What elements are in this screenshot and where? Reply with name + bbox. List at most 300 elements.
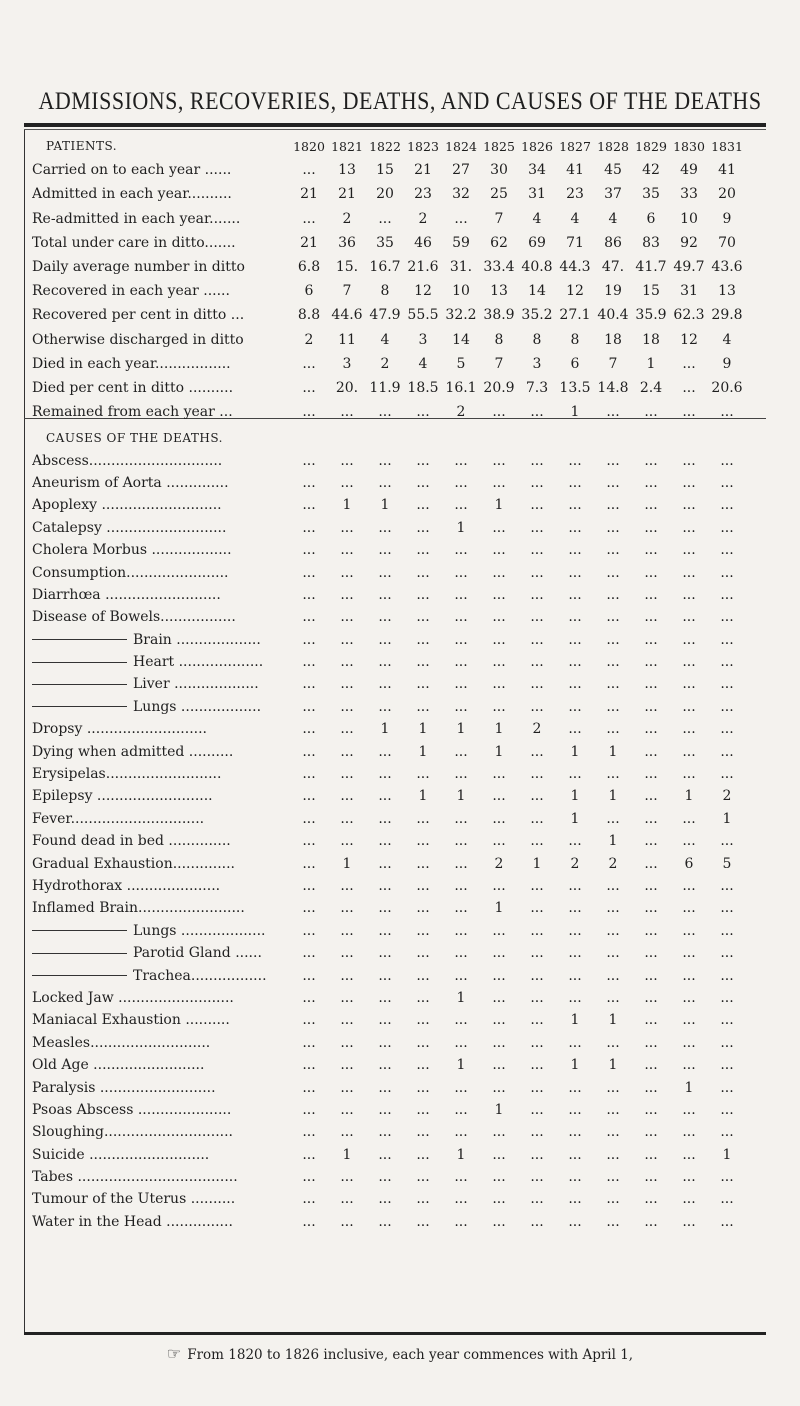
table-cell: ... bbox=[682, 721, 696, 738]
table-cell: ... bbox=[416, 1034, 430, 1051]
table-cell: ... bbox=[416, 1213, 430, 1230]
table-cell: ... bbox=[568, 878, 582, 894]
table-cell: ... bbox=[492, 654, 506, 671]
table-cell: 2 bbox=[570, 855, 580, 872]
table-cell: ... bbox=[340, 945, 354, 962]
table-cell: ... bbox=[340, 474, 354, 491]
table-cell: ... bbox=[454, 586, 468, 603]
table-cell: ... bbox=[568, 609, 582, 626]
table-cell: 1 bbox=[494, 721, 504, 738]
footnote-text: From 1820 to 1826 inclusive, each year commences with April 1, bbox=[187, 1347, 634, 1363]
table-cell: ... bbox=[302, 833, 316, 850]
cause-name: Heart ................... bbox=[133, 654, 264, 671]
table-cell: ... bbox=[606, 1146, 620, 1163]
table-cell: ... bbox=[568, 900, 582, 917]
table-cell: ... bbox=[682, 989, 696, 1006]
cause-name: Epilepsy .......................... bbox=[32, 788, 213, 805]
table-cell: ... bbox=[416, 878, 430, 894]
table-cell: 41.7 bbox=[635, 259, 667, 276]
table-cell: 1 bbox=[456, 519, 466, 536]
table-cell: 21 bbox=[300, 234, 318, 251]
table-row bbox=[32, 696, 746, 718]
table-cell: 59 bbox=[452, 234, 470, 251]
table-cell: ... bbox=[530, 1191, 544, 1208]
table-cell: ... bbox=[606, 766, 620, 783]
table-cell: ... bbox=[530, 1213, 544, 1230]
table-row bbox=[32, 207, 746, 231]
table-cell: ... bbox=[606, 922, 620, 939]
ditto-dash bbox=[32, 684, 127, 685]
table-cell: ... bbox=[530, 878, 544, 894]
table-cell: ... bbox=[492, 519, 506, 536]
cause-name: Liver ................... bbox=[133, 676, 259, 693]
table-cell: 5 bbox=[722, 855, 732, 872]
table-cell: 20. bbox=[335, 379, 359, 396]
table-cell: ... bbox=[416, 519, 430, 536]
table-row bbox=[32, 352, 746, 376]
table-cell: 83 bbox=[642, 234, 660, 251]
table-cell: ... bbox=[720, 474, 734, 491]
table-cell: ... bbox=[378, 542, 392, 559]
table-row bbox=[32, 449, 746, 471]
table-cell: 2 bbox=[418, 210, 428, 227]
table-cell: ... bbox=[606, 1101, 620, 1118]
table-cell: 1 bbox=[456, 1057, 466, 1074]
cause-name: Old Age ......................... bbox=[32, 1057, 205, 1074]
row-label: Recovered per cent in ditto ... bbox=[32, 307, 245, 324]
table-cell: ... bbox=[416, 1057, 430, 1074]
table-cell: 4 bbox=[722, 331, 732, 348]
table-cell: ... bbox=[644, 967, 658, 984]
table-cell: ... bbox=[340, 989, 354, 1006]
table-cell: ... bbox=[454, 743, 468, 760]
table-cell: ... bbox=[644, 519, 658, 536]
table-cell: ... bbox=[378, 609, 392, 626]
table-cell: ... bbox=[530, 1124, 544, 1141]
table-cell: ... bbox=[644, 878, 658, 894]
cause-label bbox=[32, 1009, 290, 1031]
table-cell: ... bbox=[606, 497, 620, 514]
table-cell: ... bbox=[606, 474, 620, 491]
table-row bbox=[32, 673, 746, 695]
ditto-dash bbox=[32, 975, 127, 976]
table-cell: ... bbox=[302, 497, 316, 514]
table-row bbox=[32, 942, 746, 964]
table-cell: 1 bbox=[722, 810, 732, 827]
table-row bbox=[32, 763, 746, 785]
table-cell: ... bbox=[644, 1146, 658, 1163]
table-cell: 1 bbox=[342, 855, 352, 872]
table-cell: ... bbox=[682, 1012, 696, 1029]
year-header: 1829 bbox=[635, 138, 667, 154]
table-cell: ... bbox=[302, 855, 316, 872]
table-cell: 36 bbox=[338, 234, 356, 251]
title-rule-thin bbox=[24, 129, 766, 130]
table-cell: ... bbox=[302, 810, 316, 827]
table-cell: ... bbox=[682, 1213, 696, 1230]
table-cell: ... bbox=[454, 474, 468, 491]
table-cell: ... bbox=[644, 1034, 658, 1051]
table-cell: ... bbox=[720, 1101, 734, 1118]
table-cell: 45 bbox=[604, 162, 622, 179]
table-row bbox=[32, 231, 746, 255]
table-cell: ... bbox=[416, 945, 430, 962]
table-cell: ... bbox=[568, 1191, 582, 1208]
table-row bbox=[32, 182, 746, 206]
table-cell: ... bbox=[568, 989, 582, 1006]
table-cell: ... bbox=[454, 900, 468, 917]
cause-name: Consumption....................... bbox=[32, 564, 229, 581]
table-cell: ... bbox=[340, 676, 354, 693]
table-cell: ... bbox=[302, 698, 316, 715]
table-row bbox=[32, 255, 746, 279]
table-cell: 47. bbox=[601, 259, 625, 276]
table-cell: 27 bbox=[452, 162, 470, 179]
table-cell: 1 bbox=[380, 721, 390, 738]
cause-label bbox=[32, 651, 290, 673]
table-cell: 20.6 bbox=[711, 379, 743, 396]
table-cell: ... bbox=[378, 1146, 392, 1163]
table-cell: ... bbox=[720, 676, 734, 693]
table-row bbox=[32, 472, 746, 494]
cause-name: Diarrhœa .......................... bbox=[32, 586, 221, 603]
table-cell: ... bbox=[606, 967, 620, 984]
table-cell: ... bbox=[416, 989, 430, 1006]
table-cell: ... bbox=[720, 945, 734, 962]
table-cell: ... bbox=[644, 497, 658, 514]
table-cell: ... bbox=[644, 1101, 658, 1118]
table-cell: ... bbox=[568, 676, 582, 693]
table-cell: ... bbox=[492, 967, 506, 984]
table-cell: ... bbox=[340, 654, 354, 671]
table-cell: ... bbox=[416, 1012, 430, 1029]
table-cell: ... bbox=[340, 1034, 354, 1051]
row-label: Daily average number in ditto bbox=[32, 259, 245, 276]
table-cell: ... bbox=[492, 989, 506, 1006]
table-cell: 38.9 bbox=[483, 307, 515, 324]
table-cell: ... bbox=[454, 1012, 468, 1029]
table-cell: ... bbox=[416, 631, 430, 648]
table-cell: ... bbox=[492, 1191, 506, 1208]
table-cell: 6.8 bbox=[297, 259, 321, 276]
table-cell: ... bbox=[606, 586, 620, 603]
table-cell: ... bbox=[644, 631, 658, 648]
patients-header: PATIENTS. bbox=[46, 139, 118, 154]
table-cell: 6 bbox=[684, 855, 694, 872]
table-cell: 33 bbox=[680, 186, 698, 203]
table-cell: ... bbox=[340, 743, 354, 760]
table-row bbox=[32, 830, 746, 852]
cause-label bbox=[32, 920, 290, 942]
table-cell: 1 bbox=[494, 1101, 504, 1118]
table-row bbox=[32, 1009, 746, 1031]
table-cell: 3 bbox=[342, 355, 352, 372]
table-cell: ... bbox=[302, 1034, 316, 1051]
table-cell: ... bbox=[378, 900, 392, 917]
cause-name: Dropsy ........................... bbox=[32, 721, 208, 738]
table-cell: ... bbox=[378, 1124, 392, 1141]
table-cell: ... bbox=[492, 878, 506, 894]
table-cell: ... bbox=[378, 1213, 392, 1230]
table-cell: 6 bbox=[304, 283, 314, 300]
cause-label bbox=[32, 673, 290, 695]
table-cell: ... bbox=[454, 631, 468, 648]
table-row bbox=[32, 1054, 746, 1076]
table-cell: 55.5 bbox=[407, 307, 439, 324]
table-cell: ... bbox=[378, 1034, 392, 1051]
cause-label bbox=[32, 1099, 290, 1121]
table-cell: 1 bbox=[646, 355, 656, 372]
table-cell: ... bbox=[530, 519, 544, 536]
cause-label bbox=[32, 1144, 290, 1166]
cause-label bbox=[32, 897, 290, 919]
table-cell: ... bbox=[454, 1124, 468, 1141]
table-cell: 1 bbox=[494, 743, 504, 760]
table-cell: ... bbox=[340, 788, 354, 805]
table-cell: 13 bbox=[718, 283, 736, 300]
row-label: Re-admitted in each year....... bbox=[32, 210, 241, 227]
table-cell: 1 bbox=[570, 1057, 580, 1074]
table-cell: ... bbox=[682, 586, 696, 603]
table-cell: ... bbox=[644, 1191, 658, 1208]
table-cell: ... bbox=[530, 631, 544, 648]
cause-name: Measles........................... bbox=[32, 1034, 211, 1051]
table-cell: ... bbox=[378, 1101, 392, 1118]
table-cell: 21.6 bbox=[407, 259, 439, 276]
table-cell: ... bbox=[302, 474, 316, 491]
table-cell: ... bbox=[530, 922, 544, 939]
table-cell: ... bbox=[682, 542, 696, 559]
table-cell: ... bbox=[720, 989, 734, 1006]
table-cell: ... bbox=[302, 1124, 316, 1141]
table-cell: 37 bbox=[604, 186, 622, 203]
table-cell: ... bbox=[644, 1012, 658, 1029]
table-cell: ... bbox=[378, 1012, 392, 1029]
cause-label bbox=[32, 942, 290, 964]
table-cell: ... bbox=[568, 1079, 582, 1096]
table-cell: 1 bbox=[494, 497, 504, 514]
table-cell: 47.9 bbox=[369, 307, 401, 324]
table-cell: ... bbox=[378, 1191, 392, 1208]
table-cell: 1 bbox=[608, 1012, 618, 1029]
year-header: 1830 bbox=[673, 138, 705, 154]
table-cell: ... bbox=[606, 1169, 620, 1186]
patients-statistics-table bbox=[32, 134, 746, 424]
table-cell: ... bbox=[416, 766, 430, 783]
table-cell: ... bbox=[606, 404, 620, 421]
cause-label bbox=[32, 875, 290, 897]
table-cell: 69 bbox=[528, 234, 546, 251]
table-cell: ... bbox=[416, 474, 430, 491]
year-header: 1821 bbox=[331, 138, 363, 154]
table-cell: ... bbox=[682, 945, 696, 962]
table-cell: ... bbox=[720, 1079, 734, 1096]
cause-name: Disease of Bowels................. bbox=[32, 609, 236, 626]
table-cell: ... bbox=[492, 1124, 506, 1141]
table-cell: ... bbox=[568, 452, 582, 469]
table-cell: ... bbox=[454, 210, 468, 227]
table-cell: ... bbox=[302, 519, 316, 536]
table-cell: ... bbox=[454, 1191, 468, 1208]
table-cell: ... bbox=[530, 1012, 544, 1029]
table-cell: 35 bbox=[376, 234, 394, 251]
table-cell: ... bbox=[340, 1213, 354, 1230]
table-cell: 35 bbox=[642, 186, 660, 203]
table-cell: 1 bbox=[570, 743, 580, 760]
table-cell: ... bbox=[454, 833, 468, 850]
table-cell: ... bbox=[568, 945, 582, 962]
table-cell: ... bbox=[530, 810, 544, 827]
table-cell: 1 bbox=[342, 1146, 352, 1163]
table-cell: ... bbox=[644, 855, 658, 872]
table-cell: ... bbox=[530, 1169, 544, 1186]
table-cell: 12 bbox=[414, 283, 432, 300]
row-label: Total under care in ditto....... bbox=[32, 234, 236, 251]
table-cell: ... bbox=[644, 609, 658, 626]
table-cell: ... bbox=[340, 609, 354, 626]
table-cell: 13.5 bbox=[559, 379, 591, 396]
table-cell: ... bbox=[644, 1079, 658, 1096]
table-row bbox=[32, 279, 746, 303]
cause-label bbox=[32, 517, 290, 539]
table-cell: ... bbox=[454, 542, 468, 559]
table-cell: ... bbox=[454, 945, 468, 962]
table-cell: ... bbox=[568, 586, 582, 603]
table-cell: ... bbox=[492, 1146, 506, 1163]
cause-label bbox=[32, 539, 290, 561]
table-row bbox=[32, 718, 746, 740]
table-cell: ... bbox=[644, 564, 658, 581]
year-header: 1820 bbox=[293, 138, 325, 154]
table-cell: ... bbox=[302, 1191, 316, 1208]
table-cell: ... bbox=[568, 542, 582, 559]
table-cell: 23 bbox=[566, 186, 584, 203]
table-row bbox=[32, 517, 746, 539]
table-cell: ... bbox=[492, 1057, 506, 1074]
table-cell: ... bbox=[682, 474, 696, 491]
cause-label bbox=[32, 1054, 290, 1076]
table-cell: 2 bbox=[342, 210, 352, 227]
table-cell: 1 bbox=[608, 833, 618, 850]
table-cell: ... bbox=[416, 1101, 430, 1118]
table-cell: 1 bbox=[684, 1079, 694, 1096]
table-cell: ... bbox=[530, 586, 544, 603]
table-cell: ... bbox=[378, 743, 392, 760]
table-cell: 1 bbox=[722, 1146, 732, 1163]
table-cell: ... bbox=[606, 564, 620, 581]
table-cell: 1 bbox=[456, 788, 466, 805]
table-cell: ... bbox=[606, 1213, 620, 1230]
table-cell: ... bbox=[378, 810, 392, 827]
table-cell: ... bbox=[720, 878, 734, 894]
table-cell: 2.4 bbox=[639, 379, 663, 396]
table-cell: ... bbox=[492, 631, 506, 648]
year-header: 1827 bbox=[559, 138, 591, 154]
table-cell: 31. bbox=[449, 259, 473, 276]
table-cell: ... bbox=[302, 452, 316, 469]
table-cell: 8.8 bbox=[297, 307, 321, 324]
table-row bbox=[32, 987, 746, 1009]
cause-label bbox=[32, 1188, 290, 1210]
table-cell: ... bbox=[302, 542, 316, 559]
year-header: 1826 bbox=[521, 138, 553, 154]
table-cell: ... bbox=[378, 922, 392, 939]
cause-label bbox=[32, 561, 290, 583]
table-cell: ... bbox=[606, 609, 620, 626]
table-cell: ... bbox=[416, 542, 430, 559]
table-cell: ... bbox=[606, 989, 620, 1006]
table-cell: ... bbox=[378, 766, 392, 783]
cause-name: Psoas Abscess ..................... bbox=[32, 1101, 232, 1118]
table-cell: ... bbox=[568, 497, 582, 514]
header-row bbox=[32, 134, 746, 158]
table-cell: ... bbox=[720, 586, 734, 603]
cause-name: Hydrothorax ..................... bbox=[32, 878, 221, 894]
table-cell: ... bbox=[302, 922, 316, 939]
table-cell: 18 bbox=[642, 331, 660, 348]
table-cell: ... bbox=[302, 654, 316, 671]
table-cell: 16.7 bbox=[369, 259, 401, 276]
table-cell: 2 bbox=[304, 331, 314, 348]
table-cell: ... bbox=[530, 945, 544, 962]
table-cell: 44.6 bbox=[331, 307, 363, 324]
table-cell: ... bbox=[340, 519, 354, 536]
table-cell: ... bbox=[302, 355, 316, 372]
table-cell: 15 bbox=[642, 283, 660, 300]
cause-label bbox=[32, 763, 290, 785]
table-cell: 92 bbox=[680, 234, 698, 251]
table-cell: ... bbox=[568, 519, 582, 536]
table-cell: ... bbox=[454, 855, 468, 872]
table-cell: ... bbox=[530, 989, 544, 1006]
table-cell: ... bbox=[644, 945, 658, 962]
table-cell: ... bbox=[416, 564, 430, 581]
table-cell: ... bbox=[302, 404, 316, 421]
table-cell: ... bbox=[530, 676, 544, 693]
table-cell: 1 bbox=[494, 900, 504, 917]
table-row bbox=[32, 920, 746, 942]
table-cell: 6 bbox=[570, 355, 580, 372]
table-cell: ... bbox=[530, 452, 544, 469]
table-cell: ... bbox=[720, 609, 734, 626]
table-cell: ... bbox=[606, 878, 620, 894]
table-cell: 9 bbox=[722, 355, 732, 372]
table-cell: ... bbox=[644, 788, 658, 805]
table-cell: ... bbox=[720, 497, 734, 514]
table-cell: 42 bbox=[642, 162, 660, 179]
cause-name: Lungs .................. bbox=[133, 698, 262, 715]
table-cell: 11 bbox=[338, 331, 356, 348]
table-cell: 2 bbox=[532, 721, 542, 738]
table-cell: ... bbox=[492, 922, 506, 939]
table-cell: ... bbox=[340, 404, 354, 421]
table-cell: 12 bbox=[566, 283, 584, 300]
table-cell: 21 bbox=[414, 162, 432, 179]
table-cell: ... bbox=[720, 922, 734, 939]
table-cell: 35.9 bbox=[635, 307, 667, 324]
table-cell: ... bbox=[492, 586, 506, 603]
table-cell: ... bbox=[720, 721, 734, 738]
table-cell: 1 bbox=[456, 1146, 466, 1163]
table-cell: ... bbox=[302, 989, 316, 1006]
table-cell: 1 bbox=[684, 788, 694, 805]
table-cell: 2 bbox=[608, 855, 618, 872]
table-cell: ... bbox=[644, 743, 658, 760]
table-row bbox=[32, 808, 746, 830]
table-cell: ... bbox=[682, 1191, 696, 1208]
table-cell: ... bbox=[682, 1034, 696, 1051]
table-cell: ... bbox=[340, 564, 354, 581]
